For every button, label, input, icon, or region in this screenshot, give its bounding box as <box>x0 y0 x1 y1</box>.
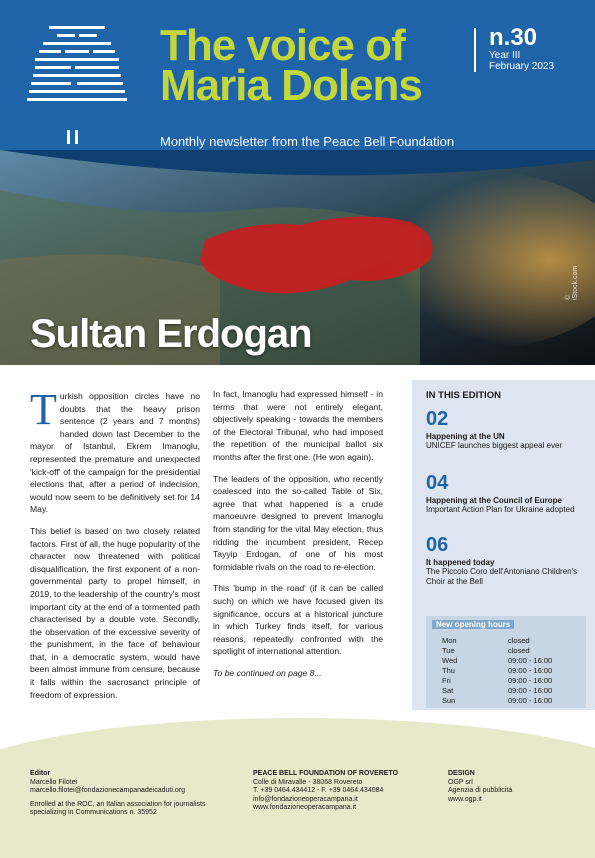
toc-section: Happening at the Council of Europe <box>426 496 562 505</box>
article-paragraph: In fact, Imanoglu had expressed himself - in terms that were not entirely elegant, objectively speaking - towards the members of the Electoral Tribunal, who had imposed the repetition of the municipal ballot six months after the first one. (He won again). <box>213 389 383 462</box>
toc-section: Happening at the UN <box>426 432 505 441</box>
issue-date: February 2023 <box>489 61 555 72</box>
hours-time: 09:00 - 16:00 <box>508 686 553 695</box>
hours-day: Sun <box>442 696 456 705</box>
toc-description: UNICEF launches biggest appeal ever <box>426 441 563 450</box>
toc-page-number: 02 <box>426 408 449 430</box>
hours-time: 09:00 - 16:00 <box>508 656 553 665</box>
continued-link[interactable]: To be continued on page 8... <box>213 667 322 678</box>
hours-row <box>442 646 530 655</box>
hours-day: Sat <box>442 686 454 695</box>
hours-day: Tue <box>442 646 455 655</box>
hours-day: Fri <box>442 676 451 685</box>
article-paragraph: This belief is based on two closely related factors. First of all, the huge popularity of the character now threatened with political disqualification, the first exponent of a non-governmental party to propel himself, in 2019, to the leadership of the country's most important city at the end of a tormented path characterised by a double vote. Secondly, the observation of the excessive severity of the punishment, in the face of behaviour that, in a democratic system, would have been almost immune from censure, because it falls within the sacrosanct principle of freedom of expression. <box>30 525 200 700</box>
hours-day: Thu <box>442 666 455 675</box>
drop-cap: T <box>30 385 57 434</box>
article-paragraph: This 'bump in the road' (if it can be called such) on which we have focused given its significance, occurs at a historical juncture in which Turkey finds itself, for various reasons, repeatedly confronted with the spotlight of international attention. <box>213 583 383 657</box>
article-paragraph: The leaders of the opposition, who recently coalesced into the so-called Table of Six, agree that what happened is a crude manoeuvre designed to prevent Imanoglu from standing for the vital May election, thus ridding the incumbent president, Recep Tayyip Erdogan, of one of his most formidable rivals on the road to re-election. <box>213 473 383 572</box>
toc-description: Important Action Plan for Ukraine adopted <box>426 505 575 514</box>
opening-hours-box <box>426 616 586 708</box>
hours-row <box>442 636 530 645</box>
org-name: PEACE BELL FOUNDATION OF ROVERETO <box>253 770 399 777</box>
toc-page-number: 04 <box>426 472 449 494</box>
hours-time: 09:00 - 16:00 <box>508 696 553 705</box>
design-name: OGP srl <box>448 778 473 786</box>
editor-label: Editor <box>30 770 51 777</box>
editor-email[interactable]: marcello.filotei@fondazionecampanadeicaduti.org <box>30 787 185 795</box>
design-website[interactable]: www.ogp.it <box>448 795 482 803</box>
toc-description: The Piccolo Coro dell'Antoniano Children's Choir at the Bell <box>426 567 578 586</box>
footer-editor <box>30 770 230 818</box>
footer-design <box>448 770 568 804</box>
footer-organization <box>253 770 433 813</box>
hours-time: 09:00 - 16:00 <box>508 676 553 685</box>
hours-time: 09:00 - 16:00 <box>508 666 553 675</box>
org-website[interactable]: www.fondazioneoperacampana.it <box>253 804 357 812</box>
editor-name: Marcello Filotei <box>30 778 78 786</box>
toc-section: It happened today <box>426 558 495 567</box>
opening-hours-heading: New opening hours <box>432 620 514 629</box>
hours-row <box>442 676 552 685</box>
design-desc: Agenzia di pubblicità <box>448 787 513 795</box>
paragraph-text: urkish opposition circles have no doubts that the heavy prison sentence (2 years and 7 months) handed down last December to the mayor of Istanbul, Ekrem Imanoglu, represented the premature and unexpected 'kick-off' of the campaign for the presidential elections that, after a period of indecision, would now seem to be definitively set for 14 May. <box>30 391 200 515</box>
issue-divider <box>474 28 476 72</box>
issue-meta <box>489 50 554 72</box>
org-address: Colle di Miravalle - 38068 Rovereto <box>253 778 363 786</box>
toc-item[interactable] <box>426 472 586 515</box>
title-line-2: Maria Dolens <box>160 61 422 110</box>
hours-time: closed <box>508 646 530 655</box>
org-phone: T. +39 0464.434412 - F. +39 0464.434084 <box>253 787 384 795</box>
photo-credit: © iStock.com <box>565 265 579 300</box>
hours-row <box>442 696 552 705</box>
peace-bell-logo-icon <box>27 26 127 146</box>
title-line-1: The voice of <box>160 21 405 70</box>
hours-time: closed <box>508 636 530 645</box>
hours-row <box>442 656 552 665</box>
design-label: DESIGN <box>448 770 475 777</box>
hours-day: Wed <box>442 656 458 665</box>
hours-row <box>442 666 552 675</box>
hours-row <box>442 686 552 695</box>
toc-heading: IN THIS EDITION <box>426 390 501 401</box>
org-email[interactable]: info@fondazioneoperacampana.it <box>253 795 358 803</box>
newsletter-subtitle: Monthly newsletter from the Peace Bell Foundation <box>160 134 455 149</box>
toc-item[interactable] <box>426 534 586 587</box>
sidebar-in-this-edition <box>412 380 595 710</box>
toc-item[interactable] <box>426 408 586 451</box>
article-paragraph <box>30 385 200 516</box>
hours-day: Mon <box>442 636 457 645</box>
article-column-1 <box>30 385 200 710</box>
issue-year: Year III <box>489 50 521 61</box>
issue-number: n.30 <box>489 24 538 51</box>
editor-note: Enrolled at the ROC, an Italian association for journalists specializing in Communications n. 35952 <box>30 800 206 817</box>
article-column-2 <box>213 388 383 688</box>
cover-story-title: Sultan Erdogan <box>30 312 312 356</box>
newsletter-title <box>160 21 422 110</box>
toc-page-number: 06 <box>426 534 449 556</box>
